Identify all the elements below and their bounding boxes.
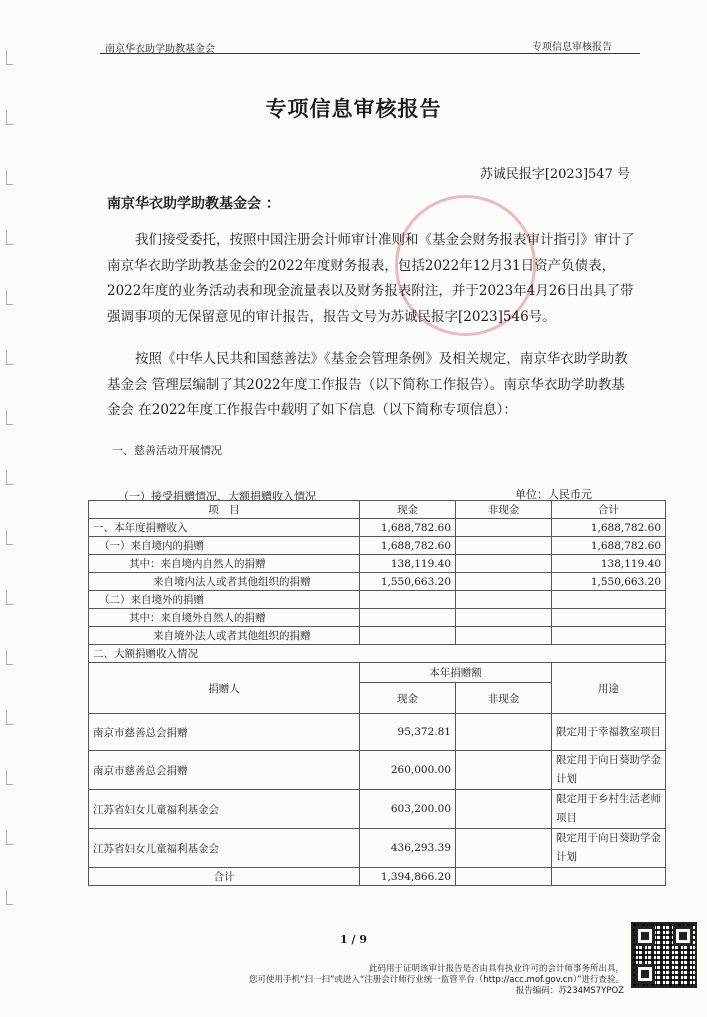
total-cash: 1,394,866.20	[360, 868, 456, 886]
binding-marks	[0, 50, 16, 980]
header-cash: 现金	[360, 501, 456, 519]
row-total	[552, 609, 666, 627]
header-divider	[100, 53, 640, 54]
footer-line-3: 报告编码：苏234MS7YPOZ	[515, 986, 624, 996]
row-total	[552, 627, 666, 645]
row-cash: 1,688,782.60	[360, 519, 456, 537]
document-number: 苏诚民报字[2023]547 号	[479, 167, 630, 182]
header-large-cash: 现金	[360, 683, 456, 714]
row-total: 1,688,782.60	[552, 519, 666, 537]
table-row	[89, 519, 666, 537]
row-item: 来自境内法人或者其他组织的捐赠	[89, 573, 360, 591]
addressee: 南京华衣助学助教基金会 ：	[107, 196, 280, 212]
row-item: （一）来自境内的捐赠	[89, 537, 360, 555]
row-noncash	[456, 609, 552, 627]
large-header-row	[89, 663, 666, 683]
section-heading: 一、慈善活动开展情况	[112, 444, 222, 457]
table-row	[89, 627, 666, 645]
row-total: 1,550,663.20	[552, 573, 666, 591]
donor-use: 限定用于向日葵助学金计划	[552, 751, 666, 790]
donor-cash: 603,200.00	[360, 790, 456, 829]
donor-noncash	[456, 714, 552, 751]
page-number: 1 / 9	[340, 933, 367, 946]
table-row	[89, 537, 666, 555]
header-org-name: 南京华衣助学助教基金会	[105, 44, 215, 55]
donor-use: 限定用于幸福教室项目	[552, 714, 666, 751]
row-total: 1,688,782.60	[552, 537, 666, 555]
row-item: 来自境外法人或者其他组织的捐赠	[89, 627, 360, 645]
table-row	[89, 573, 666, 591]
total-noncash	[456, 868, 552, 886]
row-noncash	[456, 555, 552, 573]
table-row	[89, 609, 666, 627]
row-noncash	[456, 519, 552, 537]
row-total	[552, 591, 666, 609]
table-row	[89, 591, 666, 609]
paragraph-2: 按照《中华人民共和国慈善法》《基金会管理条例》及相关规定，南京华衣助学助教基金会 管理层编制了其2022年度工作报告（以下简称工作报告）。南京华衣助学助教基金会 在2022年度工作报告中载明了如下信息（以下简称专项信息）：	[107, 351, 628, 418]
header-use: 用途	[552, 663, 666, 714]
donor-noncash	[456, 751, 552, 790]
header-amount-group: 本年捐赠额	[360, 663, 552, 683]
donor-name: 南京市慈善总会捐赠	[89, 751, 360, 790]
large-donation-row	[89, 751, 666, 790]
row-noncash	[456, 627, 552, 645]
table-unit: 单位：人民币元	[515, 488, 592, 501]
donor-name: 江苏省妇女儿童福利基金会	[89, 829, 360, 868]
row-item: 其中：来自境外自然人的捐赠	[89, 609, 360, 627]
header-total: 合计	[552, 501, 666, 519]
header-report-name: 专项信息审核报告	[532, 42, 612, 53]
paragraph-1: 我们接受委托，按照中国注册会计师审计准则和《基金会财务报表审计指引》审计了南京华衣助学助教基金会的2022年度财务报表，包括2022年12月31日资产负债表，2022年度的业务活动表和现金流量表以及财务报表附注，并于2023年4月26日出具了带强调事项的无保留意见的审计报告，报告文号为苏诚民报字[2023]546号。	[107, 232, 635, 325]
donor-noncash	[456, 790, 552, 829]
row-noncash	[456, 591, 552, 609]
row-total: 138,119.40	[552, 555, 666, 573]
large-donation-section-title: 二、大额捐赠收入情况	[89, 645, 666, 663]
footer-verification-note	[249, 964, 624, 997]
donation-table	[88, 500, 666, 886]
row-cash	[360, 591, 456, 609]
footer-line-2: 您可使用手机“扫一扫”或进入“注册会计师行业统一监管平台（http://acc.mof.gov.cn）”进行查验。	[249, 975, 624, 985]
page-title: 专项信息审核报告	[265, 96, 442, 121]
donor-cash: 260,000.00	[360, 751, 456, 790]
header-donor: 捐赠人	[89, 663, 360, 714]
large-donation-row	[89, 829, 666, 868]
table-row	[89, 555, 666, 573]
header-noncash: 非现金	[456, 501, 552, 519]
large-donation-row	[89, 790, 666, 829]
row-cash: 1,550,663.20	[360, 573, 456, 591]
total-label: 合计	[89, 868, 360, 886]
section-row	[89, 645, 666, 663]
donor-use: 限定用于向日葵助学金计划	[552, 829, 666, 868]
header-item: 项 目	[89, 501, 360, 519]
donor-cash: 95,372.81	[360, 714, 456, 751]
row-cash	[360, 609, 456, 627]
row-item: （二）来自境外的捐赠	[89, 591, 360, 609]
row-item: 其中：来自境内自然人的捐赠	[89, 555, 360, 573]
row-item: 一、本年度捐赠收入	[89, 519, 360, 537]
header-large-noncash: 非现金	[456, 683, 552, 714]
row-noncash	[456, 573, 552, 591]
footer-line-1: 此码用于证明该审计报告是否由具有执业许可的会计师事务所出具，	[368, 964, 624, 974]
donor-name: 南京市慈善总会捐赠	[89, 714, 360, 751]
qr-code-icon[interactable]	[631, 922, 697, 988]
table-caption: （一）接受捐赠情况、大额捐赠收入情况	[118, 490, 316, 503]
donor-cash: 436,293.39	[360, 829, 456, 868]
total-use	[552, 868, 666, 886]
donor-noncash	[456, 829, 552, 868]
donor-name: 江苏省妇女儿童福利基金会	[89, 790, 360, 829]
row-cash: 1,688,782.60	[360, 537, 456, 555]
row-noncash	[456, 537, 552, 555]
row-cash	[360, 627, 456, 645]
table-header-row	[89, 501, 666, 519]
donor-use: 限定用于乡村生活老师项目	[552, 790, 666, 829]
row-cash: 138,119.40	[360, 555, 456, 573]
large-donation-row	[89, 714, 666, 751]
total-row	[89, 868, 666, 886]
